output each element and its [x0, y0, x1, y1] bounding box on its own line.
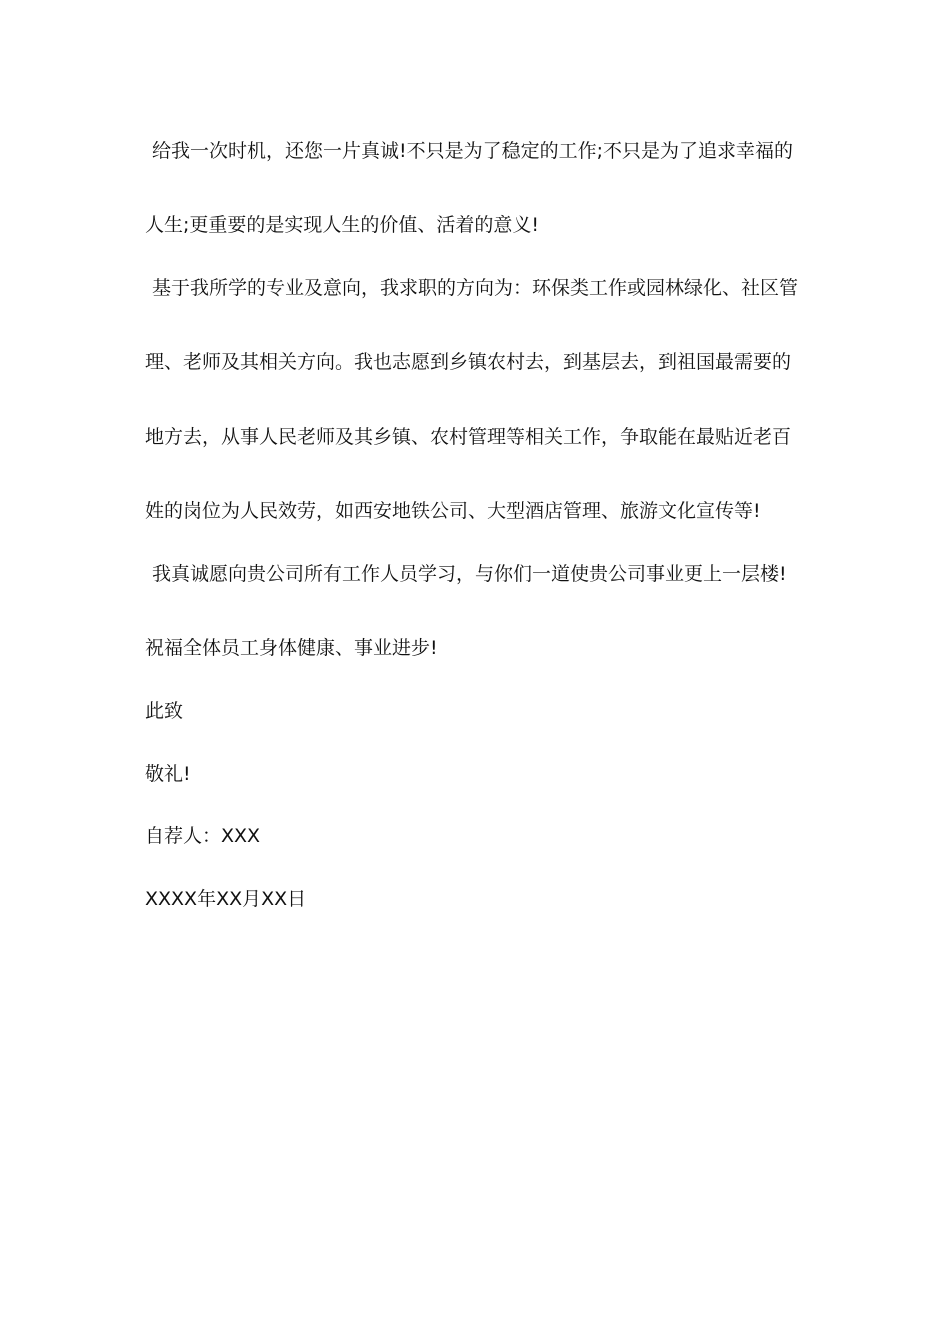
blessing-line: 祝福全体员工身体健康、事业进步!: [145, 637, 438, 659]
paragraph-1-line-2: 人生;更重要的是实现人生的价值、活着的意义!: [145, 214, 540, 236]
paragraph-2-line-1: 基于我所学的专业及意向，我求职的方向为：环保类工作或园林绿化、社区管: [152, 277, 799, 299]
date-line: XXXX年XX月XX日: [145, 888, 307, 910]
closing-salutation: 此致: [145, 700, 184, 722]
paragraph-2-line-3: 地方去，从事人民老师及其乡镇、农村管理等相关工作，争取能在最贴近老百: [145, 426, 792, 448]
paragraph-3-line-1: 我真诚愿向贵公司所有工作人员学习，与你们一道使贵公司事业更上一层楼!: [152, 563, 787, 585]
paragraph-2-line-4: 姓的岗位为人民效劳，如西安地铁公司、大型酒店管理、旅游文化宣传等!: [145, 500, 761, 522]
paragraph-2-line-2: 理、老师及其相关方向。我也志愿到乡镇农村去，到基层去，到祖国最需要的: [145, 351, 792, 373]
signature-line: 自荐人：XXX: [145, 825, 261, 847]
paragraph-1-line-1: 给我一次时机，还您一片真诚!不只是为了稳定的工作;不只是为了追求幸福的: [152, 140, 794, 162]
closing-regards: 敬礼!: [145, 763, 191, 785]
